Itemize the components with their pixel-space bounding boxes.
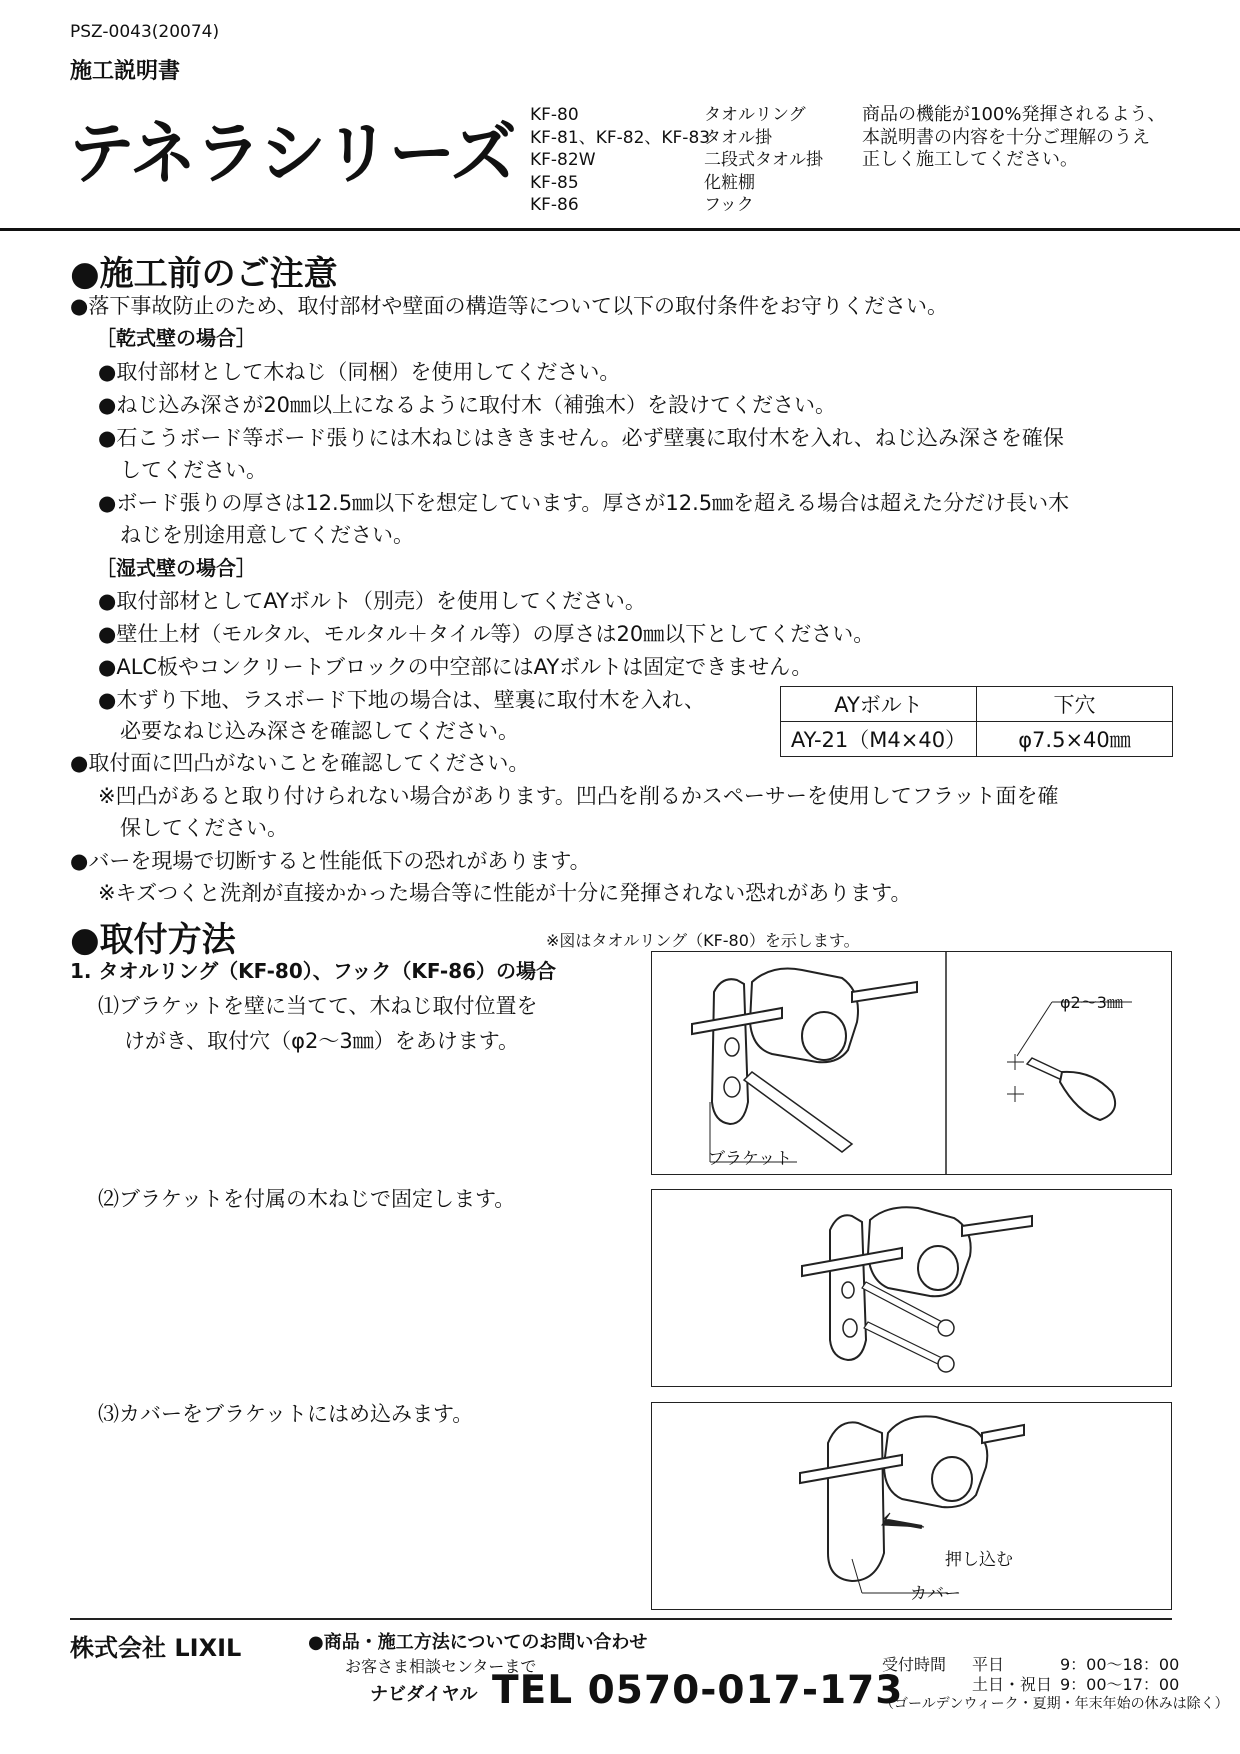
intro-text <box>862 104 1182 172</box>
model-code: KF-85 <box>530 172 579 193</box>
model-name: 化粧棚 <box>704 172 755 193</box>
wet-wall-item-cont: 必要なねじ込み深さを確認してください。 <box>120 719 519 743</box>
hole-size-label: φ2〜3㎜ <box>1060 993 1123 1012</box>
intro-line: 正しく施工してください。 <box>862 149 1078 170</box>
document-type: 施工説明書 <box>70 59 181 84</box>
bracket-drill-illustration <box>652 952 1171 1174</box>
wet-wall-item: ●ALC板やコンクリートブロックの中空部にはAYボルトは固定できません。 <box>98 655 813 679</box>
dry-wall-item-cont: ねじを別途用意してください。 <box>120 523 414 547</box>
model-code: KF-82W <box>530 150 596 170</box>
wet-wall-item: ●取付部材としてAYボルト（別売）を使用してください。 <box>98 589 646 613</box>
precautions-heading: ●施工前のご注意 <box>70 254 338 294</box>
surface-check: ●取付面に凹凸がないことを確認してください。 <box>70 751 530 775</box>
model-list <box>530 104 823 217</box>
table-cell: φ7.5×40㎜ <box>977 722 1173 757</box>
hours-label: 受付時間 <box>882 1655 947 1674</box>
cover-label: カバー <box>910 1584 961 1604</box>
intro-line: 本説明書の内容を十分ご理解のうえ <box>862 126 1150 148</box>
navi-dial-label: ナビダイヤル <box>370 1684 478 1705</box>
company-name: 株式会社 LIXIL <box>70 1634 242 1662</box>
precautions-lead: ●落下事故防止のため、取付部材や壁面の構造等について以下の取付条件をお守りください。 <box>70 294 949 318</box>
model-code: KF-80 <box>530 105 579 125</box>
step-1-text: ⑴ブラケットを壁に当てて、木ねじ取付位置を <box>98 994 538 1018</box>
document-code: PSZ-0043(20074) <box>70 22 220 42</box>
model-row <box>530 104 823 127</box>
table-header-row <box>781 687 1173 722</box>
phone-number[interactable]: TEL 0570-017-173 <box>492 1668 904 1713</box>
figure-step-3 <box>651 1402 1172 1610</box>
wet-wall-title: ［湿式壁の場合］ <box>96 556 256 580</box>
install-heading: ●取付方法 <box>70 920 236 960</box>
intro-line: 商品の機能が100%発揮されるよう、 <box>862 104 1166 125</box>
header-divider <box>0 228 1240 231</box>
figure-step-2 <box>651 1189 1172 1387</box>
model-name: タオルリング <box>704 105 806 125</box>
case-title: 1. タオルリング（KF-80）、フック（KF-86）の場合 <box>70 959 557 983</box>
screw-fix-illustration <box>652 1190 1171 1386</box>
figure-note: ※図はタオルリング（KF-80）を示します。 <box>546 931 860 950</box>
model-code: KF-81、KF-82、KF-83 <box>530 127 711 148</box>
table-header-cell: AYボルト <box>781 687 977 722</box>
weekend-hours: 9：00〜17：00 <box>1060 1675 1180 1694</box>
weekday-hours: 9：00〜18：00 <box>1060 1655 1180 1674</box>
model-row <box>530 149 823 172</box>
inquiry-heading: ●商品・施工方法についてのお問い合わせ <box>308 1632 648 1653</box>
model-row <box>530 172 823 195</box>
model-name: フック <box>704 195 754 215</box>
inquiry-subtitle: お客さま相談センターまで <box>345 1657 537 1676</box>
ay-bolt-table <box>780 686 1173 757</box>
footer-divider <box>70 1618 1172 1620</box>
model-name: タオル掛 <box>704 127 772 148</box>
table-row <box>781 722 1173 757</box>
bar-note: ※キズつくと洗剤が直接かかった場合等に性能が十分に発揮されない恐れがあります。 <box>98 881 912 905</box>
wet-wall-item: ●木ずり下地、ラスボード下地の場合は、壁裏に取付木を入れ、 <box>98 688 705 712</box>
surface-note-cont: 保してください。 <box>120 816 288 840</box>
weekend-label: 土日・祝日 <box>972 1675 1053 1694</box>
step-2-text: ⑵ブラケットを付属の木ねじで固定します。 <box>98 1187 516 1211</box>
step-3-text: ⑶カバーをブラケットにはめ込みます。 <box>98 1402 474 1426</box>
model-row <box>530 194 823 217</box>
weekday-label: 平日 <box>972 1655 1005 1674</box>
table-header-cell: 下穴 <box>977 687 1173 722</box>
table-cell: AY-21（M4×40） <box>781 722 977 757</box>
step-1-text-cont: けがき、取付穴（φ2〜3㎜）をあけます。 <box>124 1029 520 1053</box>
model-name: 二段式タオル掛 <box>704 150 823 170</box>
dry-wall-item: ●石こうボード等ボード張りには木ねじはききません。必ず壁裏に取付木を入れ、ねじ込み深さを確保 <box>98 426 1064 450</box>
dry-wall-item: ●ねじ込み深さが20㎜以上になるように取付木（補強木）を設けてください。 <box>98 393 837 417</box>
holiday-note: （ゴールデンウィーク・夏期・年末年始の休みは除く） <box>880 1696 1229 1712</box>
dry-wall-item-cont: してください。 <box>120 458 267 482</box>
dry-wall-item: ●ボード張りの厚さは12.5㎜以下を想定しています。厚さが12.5㎜を超える場合は超えた分だけ長い木 <box>98 491 1070 515</box>
series-title: テネラシリーズ <box>68 115 515 194</box>
wet-wall-item: ●壁仕上材（モルタル、モルタル＋タイル等）の厚さは20㎜以下としてください。 <box>98 622 875 646</box>
push-in-label: 押し込む <box>945 1550 1013 1570</box>
figure-step-1 <box>651 951 1172 1175</box>
model-row <box>530 127 823 150</box>
bracket-label: ブラケット <box>708 1149 793 1169</box>
dry-wall-item: ●取付部材として木ねじ（同梱）を使用してください。 <box>98 360 621 384</box>
surface-note: ※凹凸があると取り付けられない場合があります。凹凸を削るかスペーサーを使用してフラット面を確 <box>98 784 1059 808</box>
model-code: KF-86 <box>530 195 579 215</box>
dry-wall-title: ［乾式壁の場合］ <box>96 326 256 350</box>
bar-warning: ●バーを現場で切断すると性能低下の恐れがあります。 <box>70 849 591 873</box>
